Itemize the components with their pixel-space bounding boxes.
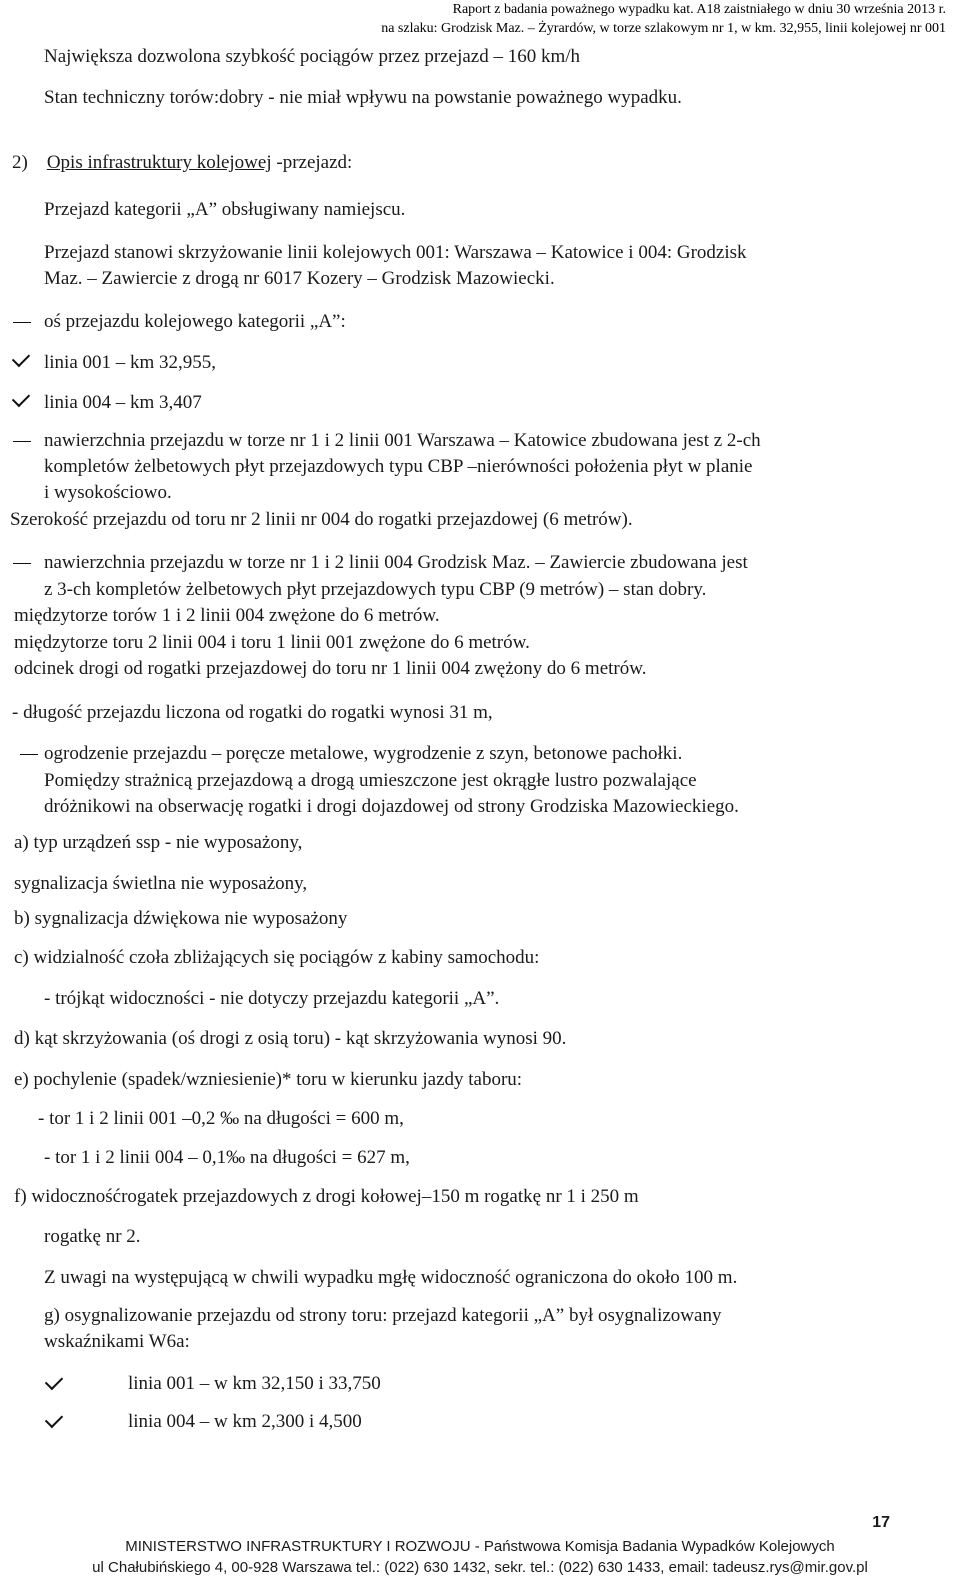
item-e-line-001: - tor 1 i 2 linii 001 –0,2 ‰ na długości = 600 m, xyxy=(38,1108,404,1129)
surface-004-line-1: nawierzchnia przejazdu w torze nr 1 i 2 linii 004 Grodzisk Maz. – Zawiercie zbudowana jest xyxy=(44,552,748,573)
length-paragraph: - długość przejazdu liczona od rogatki do rogatki wynosi 31 m, xyxy=(12,702,493,723)
checkmark-icon xyxy=(12,349,30,367)
item-a: a) typ urządzeń ssp - nie wyposażony, xyxy=(14,832,303,853)
check-item-line-004: linia 004 – km 3,407 xyxy=(44,392,202,413)
surface-004-line-2: z 3-ch kompletów żelbetowych płyt przejazdowych typu CBP (9 metrów) – stan dobry. xyxy=(44,579,707,600)
page-header xyxy=(0,0,960,42)
width-paragraph: Szerokość przejazdu od toru nr 2 linii nr 004 do rogatki przejazdowej (6 metrów). xyxy=(10,509,633,530)
item-d xyxy=(14,1026,566,1052)
surface-001-line-1: nawierzchnia przejazdu w torze nr 1 i 2 linii 001 Warszawa – Katowice zbudowana jest z 2-ch xyxy=(44,430,761,451)
crossing-line-2: Maz. – Zawiercie z drogą nr 6017 Kozery – Grodzisk Mazowiecki. xyxy=(44,268,555,289)
item-e: e) pochylenie (spadek/wzniesienie)* toru w kierunku jazdy taboru: xyxy=(14,1069,523,1090)
item-f-line-1: f) widocznośćrogatek przejazdowych z drogi kołowej–150 m rogatkę nr 1 i 250 m xyxy=(14,1186,639,1207)
dash-bullet xyxy=(13,322,31,323)
header-line-1: Raport z badania poważnego wypadku kat. A18 zaistniałego w dniu 30 września 2013 r. xyxy=(452,2,946,17)
checkmark-icon xyxy=(45,1410,63,1428)
item-c-sub: - trójkąt widoczności - nie dotyczy przejazdu kategorii „A”. xyxy=(44,988,500,1009)
between-tracks-1: międzytorze torów 1 i 2 linii 004 zwężone do 6 metrów. xyxy=(14,605,440,626)
road-section-paragraph: odcinek drogi od rogatki przejazdowej do toru nr 1 linii 004 zwężony do 6 metrów. xyxy=(14,658,647,679)
section-2-rest: -przejazd: xyxy=(271,152,353,173)
mirror-line-1: Pomiędzy strażnicą przejazdową a drogą umieszczone jest okrągłe lustro pozwalające xyxy=(44,770,697,791)
axis-paragraph: oś przejazdu kolejowego kategorii „A”: xyxy=(44,311,346,332)
item-f-line-2: rogatkę nr 2. xyxy=(44,1226,141,1247)
section-2-heading xyxy=(12,150,352,176)
dash-bullet xyxy=(20,754,38,755)
checkmark-icon xyxy=(45,1372,63,1390)
header-line-2: na szlaku: Grodzisk Maz. – Żyrardów, w torze szlakowym nr 1, w km. 32,955, linii kolejowej nr 001 xyxy=(381,21,946,36)
checkmark-icon xyxy=(12,389,30,407)
item-f-line-3: Z uwagi na występującą w chwili wypadku mgłę widoczność ograniczona do około 100 m. xyxy=(44,1267,738,1288)
item-b: b) sygnalizacja dźwiękowa nie wyposażony xyxy=(14,908,348,929)
item-g-line-2: wskaźnikami W6a: xyxy=(44,1331,190,1352)
light-signalling: sygnalizacja świetlna nie wyposażony, xyxy=(14,873,308,894)
page-number: 17 xyxy=(872,1514,890,1531)
surface-001-line-3: i wysokościowo. xyxy=(44,482,172,503)
section-2-title: Opis infrastruktury kolejowej xyxy=(46,152,272,173)
category-paragraph: Przejazd kategorii „A” obsługiwany namiejscu. xyxy=(44,199,406,220)
footer-line-1: MINISTERSTWO INFRASTRUKTURY I ROZWOJU - Państwowa Komisja Badania Wypadków Kolejowych xyxy=(125,1538,835,1555)
section-2-number: 2) xyxy=(12,152,28,173)
item-d-text: d) kąt skrzyżowania (oś drogi z osią toru) - kąt skrzyżowania wynosi 90. xyxy=(14,1028,567,1049)
item-g-line-1: g) osygnalizowanie przejazdu od strony toru: przejazd kategorii „A” był osygnalizowany xyxy=(44,1305,722,1326)
mirror-line-2: dróżnikowi na obserwację rogatki i drogi dojazdowej od strony Grodziska Mazowieckiego. xyxy=(44,796,739,817)
surface-001-line-2: kompletów żelbetowych płyt przejazdowych typu CBP –nierówności położenia płyt w planie xyxy=(44,456,753,477)
dash-bullet xyxy=(13,563,31,564)
speed-paragraph: Największa dozwolona szybkość pociągów przez przejazd – 160 km/h xyxy=(44,46,581,67)
tech-state-paragraph: Stan techniczny torów:dobry - nie miał wpływu na powstanie poważnego wypadku. xyxy=(44,87,682,108)
item-c: c) widzialność czoła zbliżających się pociągów z kabiny samochodu: xyxy=(14,947,540,968)
footer-line-2: ul Chałubińskiego 4, 00-928 Warszawa tel.: (022) 630 1432, sekr. tel.: (022) 630 1433, email: tadeusz.rys@mir.gov.pl xyxy=(92,1559,868,1576)
between-tracks-2: międzytorze toru 2 linii 004 i toru 1 linii 001 zwężone do 6 metrów. xyxy=(14,632,530,653)
signal-line-004: linia 004 – w km 2,300 i 4,500 xyxy=(128,1411,362,1432)
fence-paragraph: ogrodzenie przejazdu – poręcze metalowe, wygrodzenie z szyn, betonowe pachołki. xyxy=(44,743,683,764)
dash-bullet xyxy=(13,441,31,442)
crossing-line-1: Przejazd stanowi skrzyżowanie linii kolejowych 001: Warszawa – Katowice i 004: Grodzisk xyxy=(44,242,747,263)
signal-line-001: linia 001 – w km 32,150 i 33,750 xyxy=(128,1373,381,1394)
item-e-line-004: - tor 1 i 2 linii 004 – 0,1‰ na długości = 627 m, xyxy=(44,1147,410,1168)
check-item-line-001: linia 001 – km 32,955, xyxy=(44,352,217,373)
